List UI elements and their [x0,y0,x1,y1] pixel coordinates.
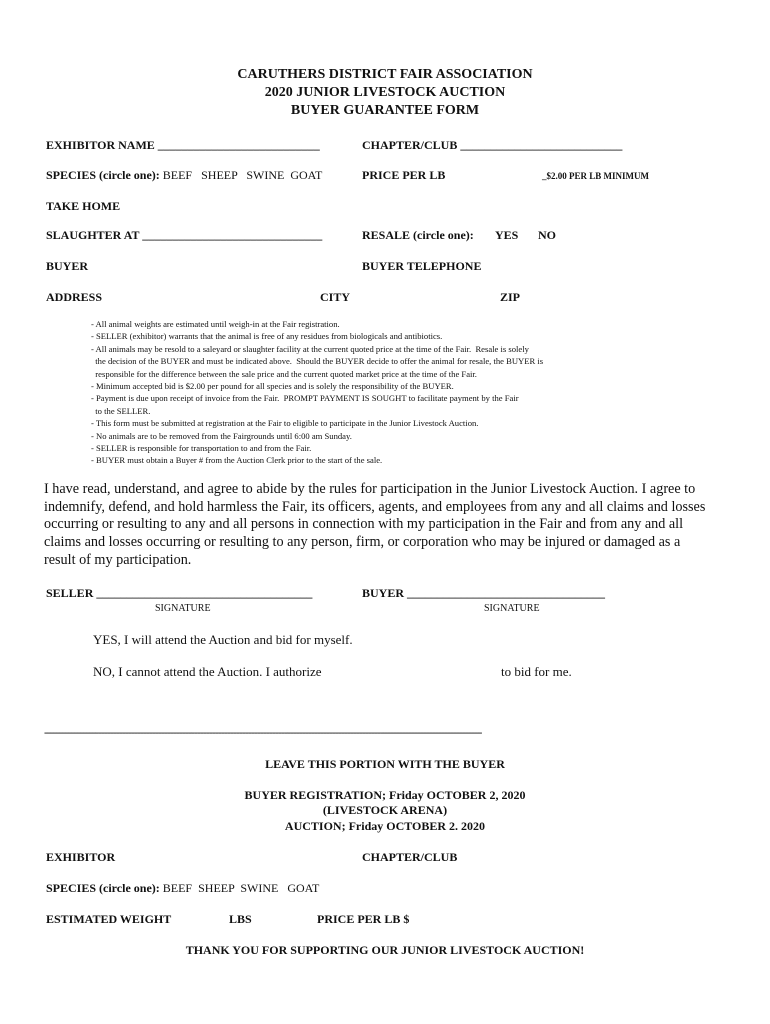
rule-item: - No animals are to be removed from the Fairgrounds until 6:00 am Sunday. [91,430,352,441]
rule-item: - SELLER is responsible for transportation to and from the Fair. [91,443,312,454]
rule-item: to the SELLER. [91,405,151,416]
rule-item: - This form must be submitted at registration at the Fair to eligible to participate in the Junior Livestock Auction. [91,418,479,429]
resale-no-option[interactable]: NO [538,228,556,242]
stub-chapter-club-field[interactable]: CHAPTER/CLUB [362,850,458,864]
species-options[interactable]: BEEF SHEEP SWINE GOAT [162,168,323,182]
slaughter-at-field[interactable]: SLAUGHTER AT ______________________________ [46,228,323,242]
resale-label: RESALE (circle one): [362,228,474,242]
rules-list [91,318,543,467]
rule-item: the decision of the BUYER and must be indicated above. Should the BUYER decide to offer the animal for resale, the BUYER is [91,356,544,367]
estimated-weight-field[interactable]: ESTIMATED WEIGHT [46,912,172,926]
attend-no-option[interactable]: NO, I cannot attend the Auction. I authorize [93,664,322,679]
attend-yes-option[interactable]: YES, I will attend the Auction and bid for myself. [93,632,353,647]
agreement-paragraph: I have read, understand, and agree to abide by the rules for participation in the Junior Livestock Auction. I agree to indemnify, defend, and hold harmless the Fair, its officers, agents, and employees from any and all claims and losses occurring or resulting to any and all persons in connection with my participation in the Fair and from any and all claims and losses occurring or resulting to any person, firm, or corporation who may be injured or damaged as a result of my participation. [44,481,706,568]
buyer-signature-field[interactable]: BUYER _________________________________ [362,586,606,600]
livestock-arena-location: (LIVESTOCK ARENA) [322,803,448,817]
stub-species-options[interactable]: BEEF SHEEP SWINE GOAT [162,881,320,895]
rule-item: - Payment is due upon receipt of invoice from the Fair. PROMPT PAYMENT IS SOUGHT to facilitate payment by the Fair [91,393,519,404]
species-label: SPECIES (circle one): [46,168,160,182]
resale-yes-option[interactable]: YES [495,228,519,242]
buyer-field[interactable]: BUYER [46,259,89,273]
form-title-line3: BUYER GUARANTEE FORM [290,103,480,118]
chapter-club-field[interactable]: CHAPTER/CLUB ___________________________ [362,138,623,152]
rule-item: - BUYER must obtain a Buyer # from the Auction Clerk prior to the start of the sale. [91,455,383,466]
rule-item: - Minimum accepted bid is $2.00 per pound for all species and is solely the responsibility of the BUYER. [91,381,454,392]
price-minimum-note: _$2.00 PER LB MINIMUM [542,171,649,181]
take-home-option[interactable]: TAKE HOME [46,199,121,213]
zip-field[interactable]: ZIP [500,290,521,304]
form-title-line1: CARUTHERS DISTRICT FAIR ASSOCIATION [237,67,533,82]
form-title-line2: 2020 JUNIOR LIVESTOCK AUCTION [264,85,506,100]
address-field[interactable]: ADDRESS [46,290,103,304]
stub-species-row [46,881,319,896]
seller-signature-field[interactable]: SELLER ____________________________________ [46,586,313,600]
stub-price-per-lb-field[interactable]: PRICE PER LB $ [317,912,410,926]
rule-item: - All animals may be resold to a saleyard or slaughter facility at the current quoted price at the time of the Fair. Resale is solely [91,343,529,354]
thank-you-message: THANK YOU FOR SUPPORTING OUR JUNIOR LIVESTOCK AUCTION! [185,943,585,957]
buyer-registration-date: BUYER REGISTRATION; Friday OCTOBER 2, 2020 [244,788,526,802]
stub-species-label: SPECIES (circle one): [46,881,160,895]
seller-signature-caption: SIGNATURE [155,603,211,614]
leave-portion-heading: LEAVE THIS PORTION WITH THE BUYER [265,757,505,771]
rule-item: - SELLER (exhibitor) warrants that the animal is free of any residues from biologicals and antibiotics. [91,331,443,342]
buyer-signature-caption: SIGNATURE [484,603,540,614]
auction-date: AUCTION; Friday OCTOBER 2. 2020 [284,819,486,833]
rule-item: responsible for the difference between the sale price and the current quoted market price at the time of the Fair. [91,368,477,379]
price-per-lb-label: PRICE PER LB [362,168,446,182]
stub-exhibitor-field[interactable]: EXHIBITOR [46,850,116,864]
city-field[interactable]: CITY [320,290,351,304]
rule-item: - All animal weights are estimated until weigh-in at the Fair registration. [91,319,340,329]
attend-no-continuation: to bid for me. [501,664,572,679]
cut-line-divider: -------------------------------------------------------------------------------------------------------------------------------------------------- [44,725,482,739]
exhibitor-name-field[interactable]: EXHIBITOR NAME ___________________________ [46,138,320,152]
species-row [46,168,322,183]
buyer-telephone-field[interactable]: BUYER TELEPHONE [362,259,482,273]
lbs-label: LBS [229,912,252,926]
